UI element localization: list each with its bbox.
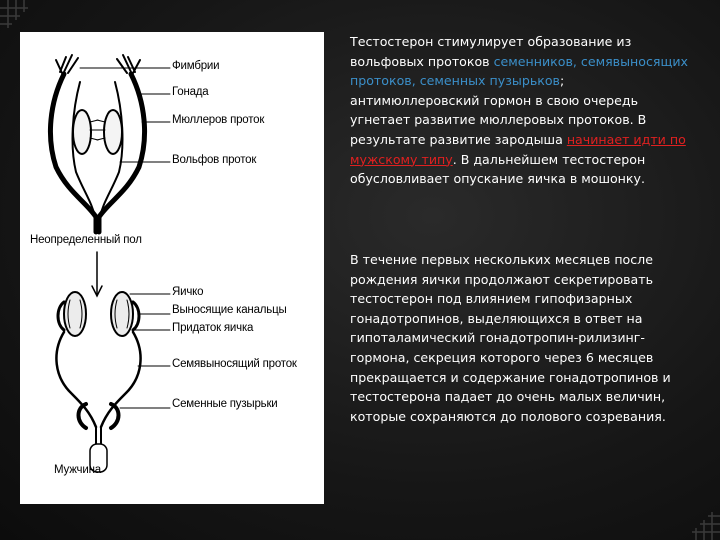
label-semyavynosyashchy-protok: Семявыносящий проток: [172, 358, 297, 370]
label-mullerov-protok: Мюллеров проток: [172, 114, 265, 126]
label-vynosyashchie-kanaltsy: Выносящие канальцы: [172, 304, 287, 316]
label-muzhchina: Мужчина: [54, 464, 101, 476]
label-yaichko: Яичко: [172, 286, 204, 298]
label-gonada: Гонада: [172, 86, 209, 98]
label-pridatok-yaichka: Придаток яичка: [172, 322, 254, 334]
p1-highlight-male-type: начинает идти по мужскому типу: [350, 131, 686, 167]
p1-text-3: . В дальнейшем тестостерон обусловливает опускание яичка в мошонку.: [350, 151, 646, 187]
diagram-drawing: [20, 32, 324, 504]
label-neopredelenny-pol: Неопределенный пол: [30, 234, 142, 246]
p1-text-2: ; антимюллеровский гормон в свою очередь угнетает развитие мюллеровых протоков. В результате развитие зародыша: [350, 73, 647, 147]
paragraph-testosterone-effects: [350, 32, 695, 189]
p1-text-1: Тестостерон стимулирует образование из вольфовых протоков: [350, 34, 632, 69]
label-semennye-puzyrki: Семенные пузырьки: [172, 398, 278, 410]
p1-highlight-organs: семенников, семявыносящих протоков, семенных пузырьков: [350, 53, 688, 89]
paragraph-postnatal-secretion: В течение первых нескольких месяцев после рождения яички продолжают секретировать тестостерон под влиянием гипофизарных гонадотропинов, выделяющихся в ответ на гипоталамический гонадотропин-рилизинг-гормона, секреция которого через 6 месяцев прекращается и содержание гонадотропинов и тестостерона падает до очень малых величин, которые сохраняются до полового созревания.: [350, 252, 671, 424]
label-fimbrii: Фимбрии: [172, 60, 220, 72]
label-volfov-protok: Вольфов проток: [172, 154, 257, 166]
reproductive-development-diagram: [20, 32, 324, 504]
